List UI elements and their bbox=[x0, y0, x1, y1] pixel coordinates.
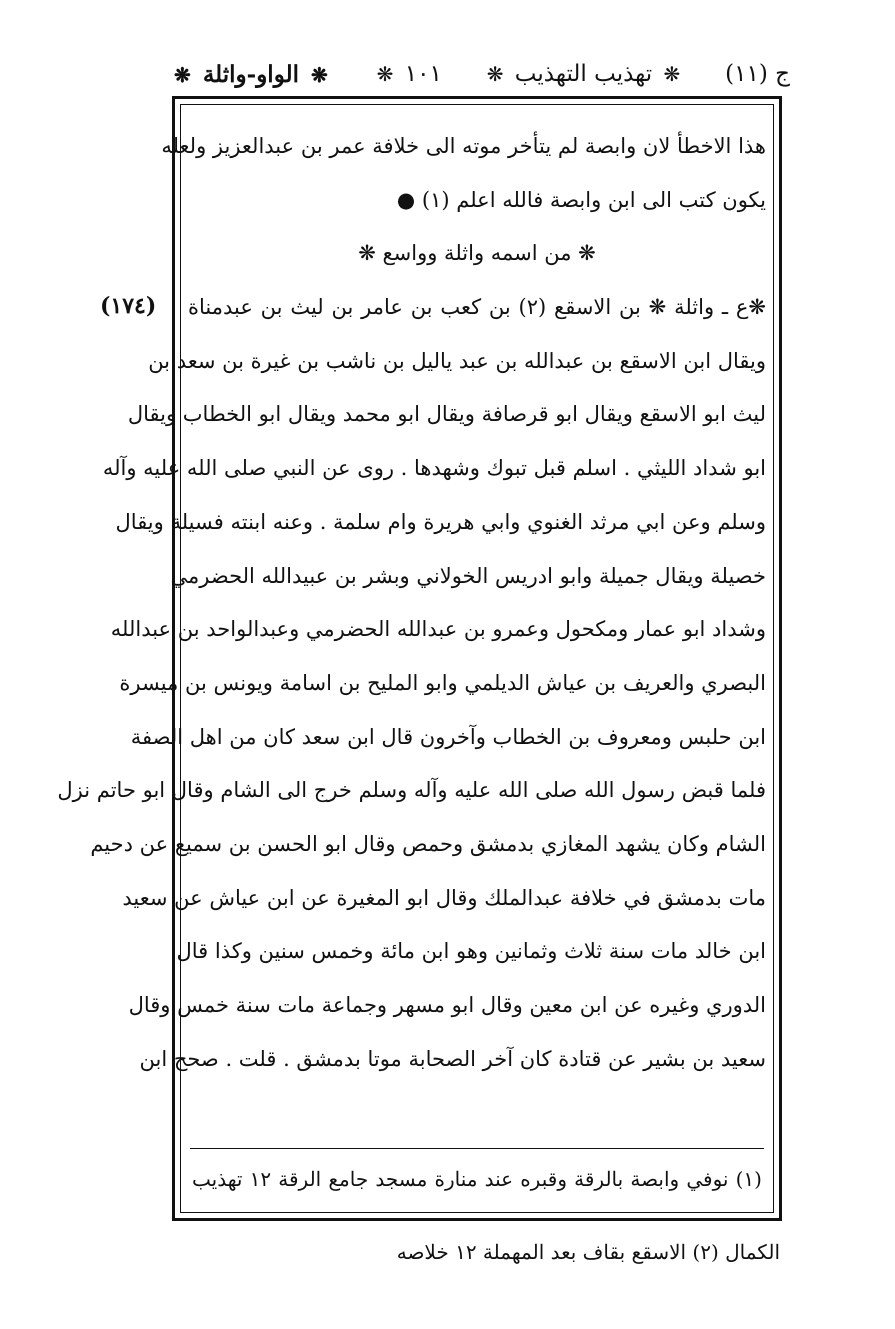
text-line: هذا الاخطأ لان وابصة لم يتأخر موته الى خلافة عمر بن عبدالعزيز ولعله bbox=[161, 134, 766, 158]
text-line: سعيد بن بشير عن قتادة كان آخر الصحابة موتا بدمشق . قلت . صحح ابن bbox=[139, 1046, 766, 1071]
entry-heading-line: ❋ع ـ واثلة ❋ بن الاسقع (٢) بن كعب بن عامر بن ليث بن عبدمناة bbox=[188, 295, 766, 320]
ornament-icon: ❋ bbox=[663, 62, 681, 86]
header-title: تهذيب التهذيب bbox=[514, 61, 653, 87]
text-line: ليث ابو الاسقع ويقال ابو قرصافة ويقال ابو محمد ويقال ابو الخطاب ويقال bbox=[127, 402, 766, 427]
bottom-note: الكمال (٢) الاسقع بقاف بعد المهملة ١٢ خلاصه bbox=[396, 1240, 780, 1264]
text-line: البصري والعريف بن عياش الديلمي وابو المليح بن اسامة ويونس بن ميسرة bbox=[119, 670, 766, 695]
text-line: ابن خالد مات سنة ثلاث وثمانين وهو ابن مائة وخمس سنين وكذا قال bbox=[176, 939, 766, 964]
footnote-divider bbox=[190, 1148, 764, 1149]
text-line: وسلم وعن ابي مرثد الغنوي وابي هريرة وام سلمة . وعنه ابنته فسيلة ويقال bbox=[115, 509, 766, 534]
text-line: ابو شداد الليثي . اسلم قبل تبوك وشهدها . روى عن النبي صلى الله عليه وآله bbox=[102, 456, 766, 481]
header-volume: ج (١١) bbox=[725, 61, 790, 87]
header-title-group bbox=[483, 61, 685, 87]
footnote: (١) نوفي وابصة بالرقة وقبره عند منارة مسجد جامع الرقة ١٢ تهذيب bbox=[192, 1167, 762, 1191]
entry-number: (١٧٤) bbox=[100, 293, 157, 319]
page-header bbox=[170, 52, 790, 96]
ornament-icon: ❋ bbox=[376, 62, 394, 86]
text-line: ويقال ابن الاسقع بن عبدالله بن عبد ياليل بن ناشب بن غيرة بن سعد بن bbox=[148, 348, 766, 373]
ornament-icon: ❋ bbox=[311, 62, 328, 87]
header-page-group bbox=[373, 61, 442, 87]
header-page-number: ١٠١ bbox=[404, 61, 442, 87]
text-line: الشام وكان يشهد المغازي بدمشق وحمص وقال ابو الحسن بن سميع عن دحيم bbox=[90, 831, 766, 856]
section-heading: ❋ من اسمه واثلة وواسع ❋ bbox=[358, 241, 596, 266]
text-line: الدوري وغيره عن ابن معين وقال ابو مسهر وجماعة مات سنة خمس وقال bbox=[128, 993, 766, 1017]
header-section: الواو-واثلة bbox=[202, 60, 299, 88]
ornament-icon: ❋ bbox=[486, 62, 504, 86]
text-line: وشداد ابو عمار ومكحول وعمرو بن عبدالله الحضرمي وعبدالواحد بن عبدالله bbox=[110, 617, 766, 642]
text-line: يكون كتب الى ابن وابصة فالله اعلم (١) ● bbox=[396, 187, 766, 212]
text-line: فلما قبض رسول الله صلى الله عليه وآله وسلم خرج الى الشام وقال ابو حاتم نزل bbox=[57, 778, 766, 803]
text-line: مات بدمشق في خلافة عبدالملك وقال ابو المغيرة عن ابن عياش عن سعيد bbox=[122, 885, 766, 910]
header-section-group bbox=[170, 61, 332, 88]
text-line: ابن حلبس ومعروف بن الخطاب وآخرون قال ابن سعد كان من اهل الصفة bbox=[130, 724, 766, 749]
ornament-icon: ❋ bbox=[174, 62, 191, 87]
text-line: خصيلة ويقال جميلة وابو ادريس الخولاني وبشر بن عبيدالله الحضرمي bbox=[170, 563, 766, 588]
